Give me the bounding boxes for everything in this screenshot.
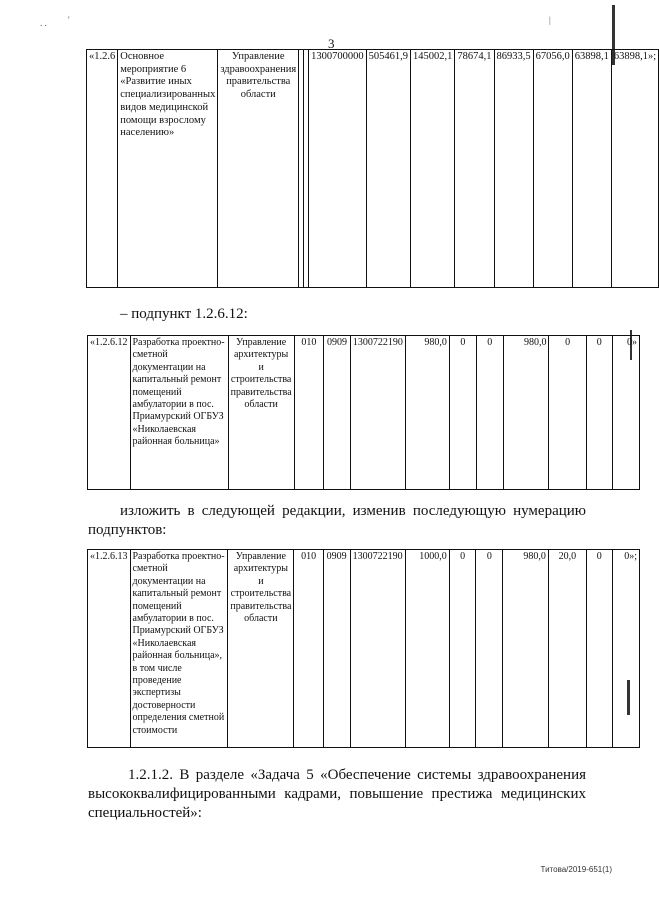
instruction-text: изложить в следующей редакции, изменив последующую нумерацию подпунктов: [88, 503, 586, 538]
funding-year: 0 [549, 336, 586, 490]
code-cell: 0909 [324, 336, 351, 490]
funding-total: 1000,0 [405, 550, 449, 748]
item-number: «1.2.6 [87, 50, 118, 288]
funding-year: 78674,1 [455, 50, 494, 288]
document-footer-code: Титова/2019-651(1) [540, 865, 612, 874]
item-number: «1.2.6.12 [88, 336, 131, 490]
funding-year: 63898,1»; [611, 50, 658, 288]
funding-year: 0 [586, 336, 612, 490]
scan-speck: . . [40, 18, 47, 28]
funding-year: 20,0 [548, 550, 586, 748]
funding-year: 63898,1 [572, 50, 611, 288]
funding-year: 145002,1 [411, 50, 455, 288]
item-executor: Управление архитектуры и строительства правительства области [228, 336, 294, 490]
page-number: 3 [328, 36, 335, 51]
section-paragraph: 1.2.1.2. В разделе «Задача 5 «Обеспечение системы здравоохранения высококвалифицированными кадрами, повышение престижа медицинских специальностей»: [88, 767, 586, 821]
code-cell: 0909 [323, 550, 350, 748]
scan-speck: ' [68, 15, 70, 25]
funding-year: 0 [449, 550, 476, 748]
budget-code: 1300722190 [350, 550, 405, 748]
funding-year: 0» [612, 336, 639, 490]
item-name: Основное мероприятие 6 «Развитие иных специализированных видов медицинской помощи взрослому населению» [118, 50, 218, 288]
budget-code: 1300700000 [309, 50, 367, 288]
item-executor: Управление архитектуры и строительства правительства области [228, 550, 294, 748]
funding-year: 980,0 [503, 550, 549, 748]
funding-year: 0 [449, 336, 476, 490]
item-name: Разработка проектно-сметной документации на капитальный ремонт помещений амбулатории в пос. Приамурский ОГБУЗ «Николаевская районная больница» [130, 336, 228, 490]
budget-code: 1300722190 [350, 336, 405, 490]
program-table-row-1-2-6 [86, 49, 659, 288]
funding-total: 505461,9 [366, 50, 410, 288]
item-executor: Управление здравоохранения правительства области [218, 50, 299, 288]
scan-speck: | [549, 15, 551, 25]
program-table-row-1-2-6-13 [87, 549, 640, 748]
code-cell: 010 [294, 336, 323, 490]
funding-year: 0»; [612, 550, 639, 748]
funding-year: 0 [476, 336, 503, 490]
funding-year: 0 [476, 550, 503, 748]
funding-year: 980,0 [503, 336, 549, 490]
funding-year: 86933,5 [494, 50, 533, 288]
subpoint-heading: – подпункт 1.2.6.12: [120, 306, 248, 322]
code-cell: 010 [294, 550, 323, 748]
item-name: Разработка проектно-сметной документации на капитальный ремонт помещений амбулатории в пос. Приамурский ОГБУЗ «Николаевская районная больница», в том числе проведение экспертизы достоверности определения сметной стоимости [130, 550, 228, 748]
funding-year: 67056,0 [533, 50, 572, 288]
funding-year: 0 [586, 550, 612, 748]
item-number: «1.2.6.13 [88, 550, 131, 748]
program-table-row-1-2-6-12 [87, 335, 640, 490]
funding-total: 980,0 [405, 336, 449, 490]
